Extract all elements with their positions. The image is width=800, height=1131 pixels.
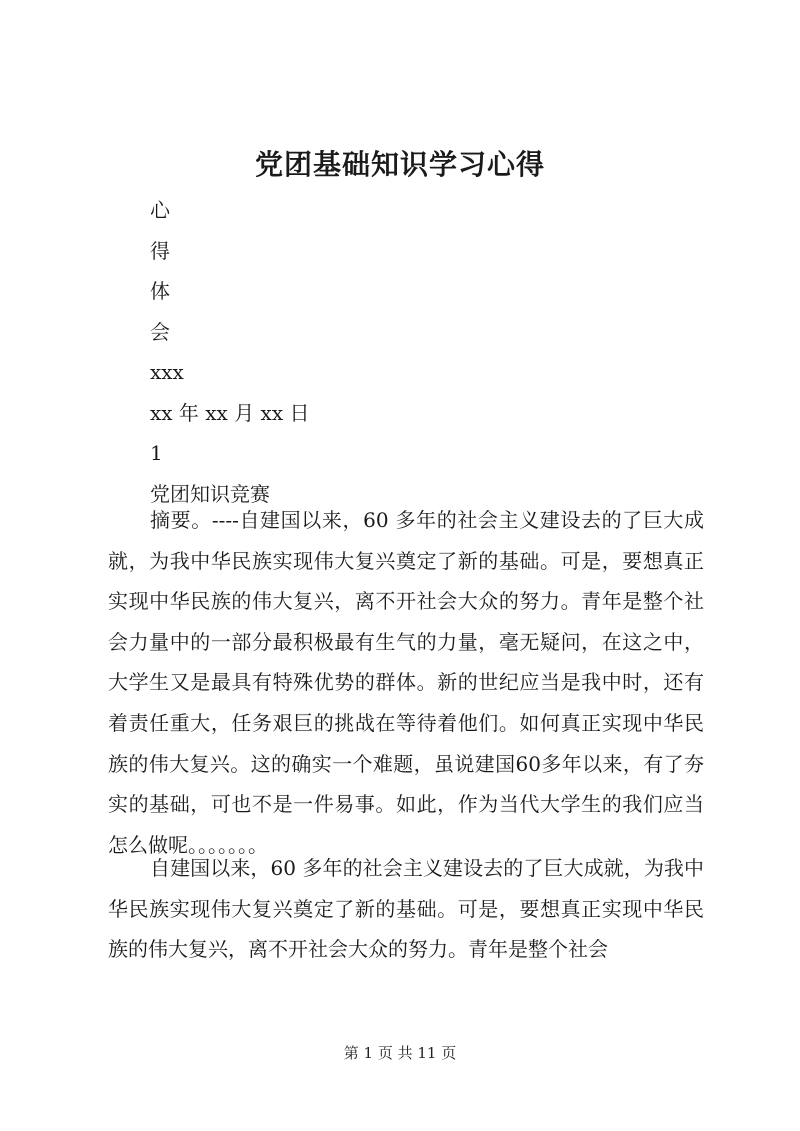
body-paragraph: 自建国以来，60 多年的社会主义建设去的了巨大成就，为我中华民族实现伟大复兴奠定了新的基础。可是，要想真正实现中华民族的伟大复兴，离不开社会大众的努力。青年是整个社会 (108, 856, 704, 962)
page-footer: 第 1 页 共 11 页 (343, 1044, 457, 1062)
header-line-3: 体 (150, 279, 170, 303)
section-heading: 党团知识竞赛 (150, 481, 270, 506)
date-line: xx 年 xx 月 xx 日 (150, 400, 310, 425)
header-line-4: 会 (150, 319, 170, 344)
abstract-paragraph: 摘要。----自建国以来，60 多年的社会主义建设去的了巨大成就，为我中华民族实现伟大复兴奠定了新的基础。可是，要想真正实现中华民族的伟大复兴，离不开社会大众的努力。青年是整个社会力量中的一部分最积极最有生气的力量，毫无疑问，在这之中，大学生又是最具有特殊优势的群体。新的世纪应当是我中时，还有着责任重大，任务艰巨的挑战在等待着他们。如何真正实现中华民族的伟大复兴。这的确实一个难题，虽说建国60多年以来，有了夯实的基础，可也不是一件易事。如此，作为当代大学生的我们应当怎么做呢。。。。。。。 (108, 508, 704, 857)
author-name: xxx (150, 360, 184, 384)
page-title: 党团基础知识学习心得 (254, 148, 545, 181)
header-line-2: 得 (150, 238, 170, 263)
header-line-1: 心 (150, 198, 170, 222)
header-lines (150, 190, 710, 514)
section-number: 1 (150, 441, 163, 465)
